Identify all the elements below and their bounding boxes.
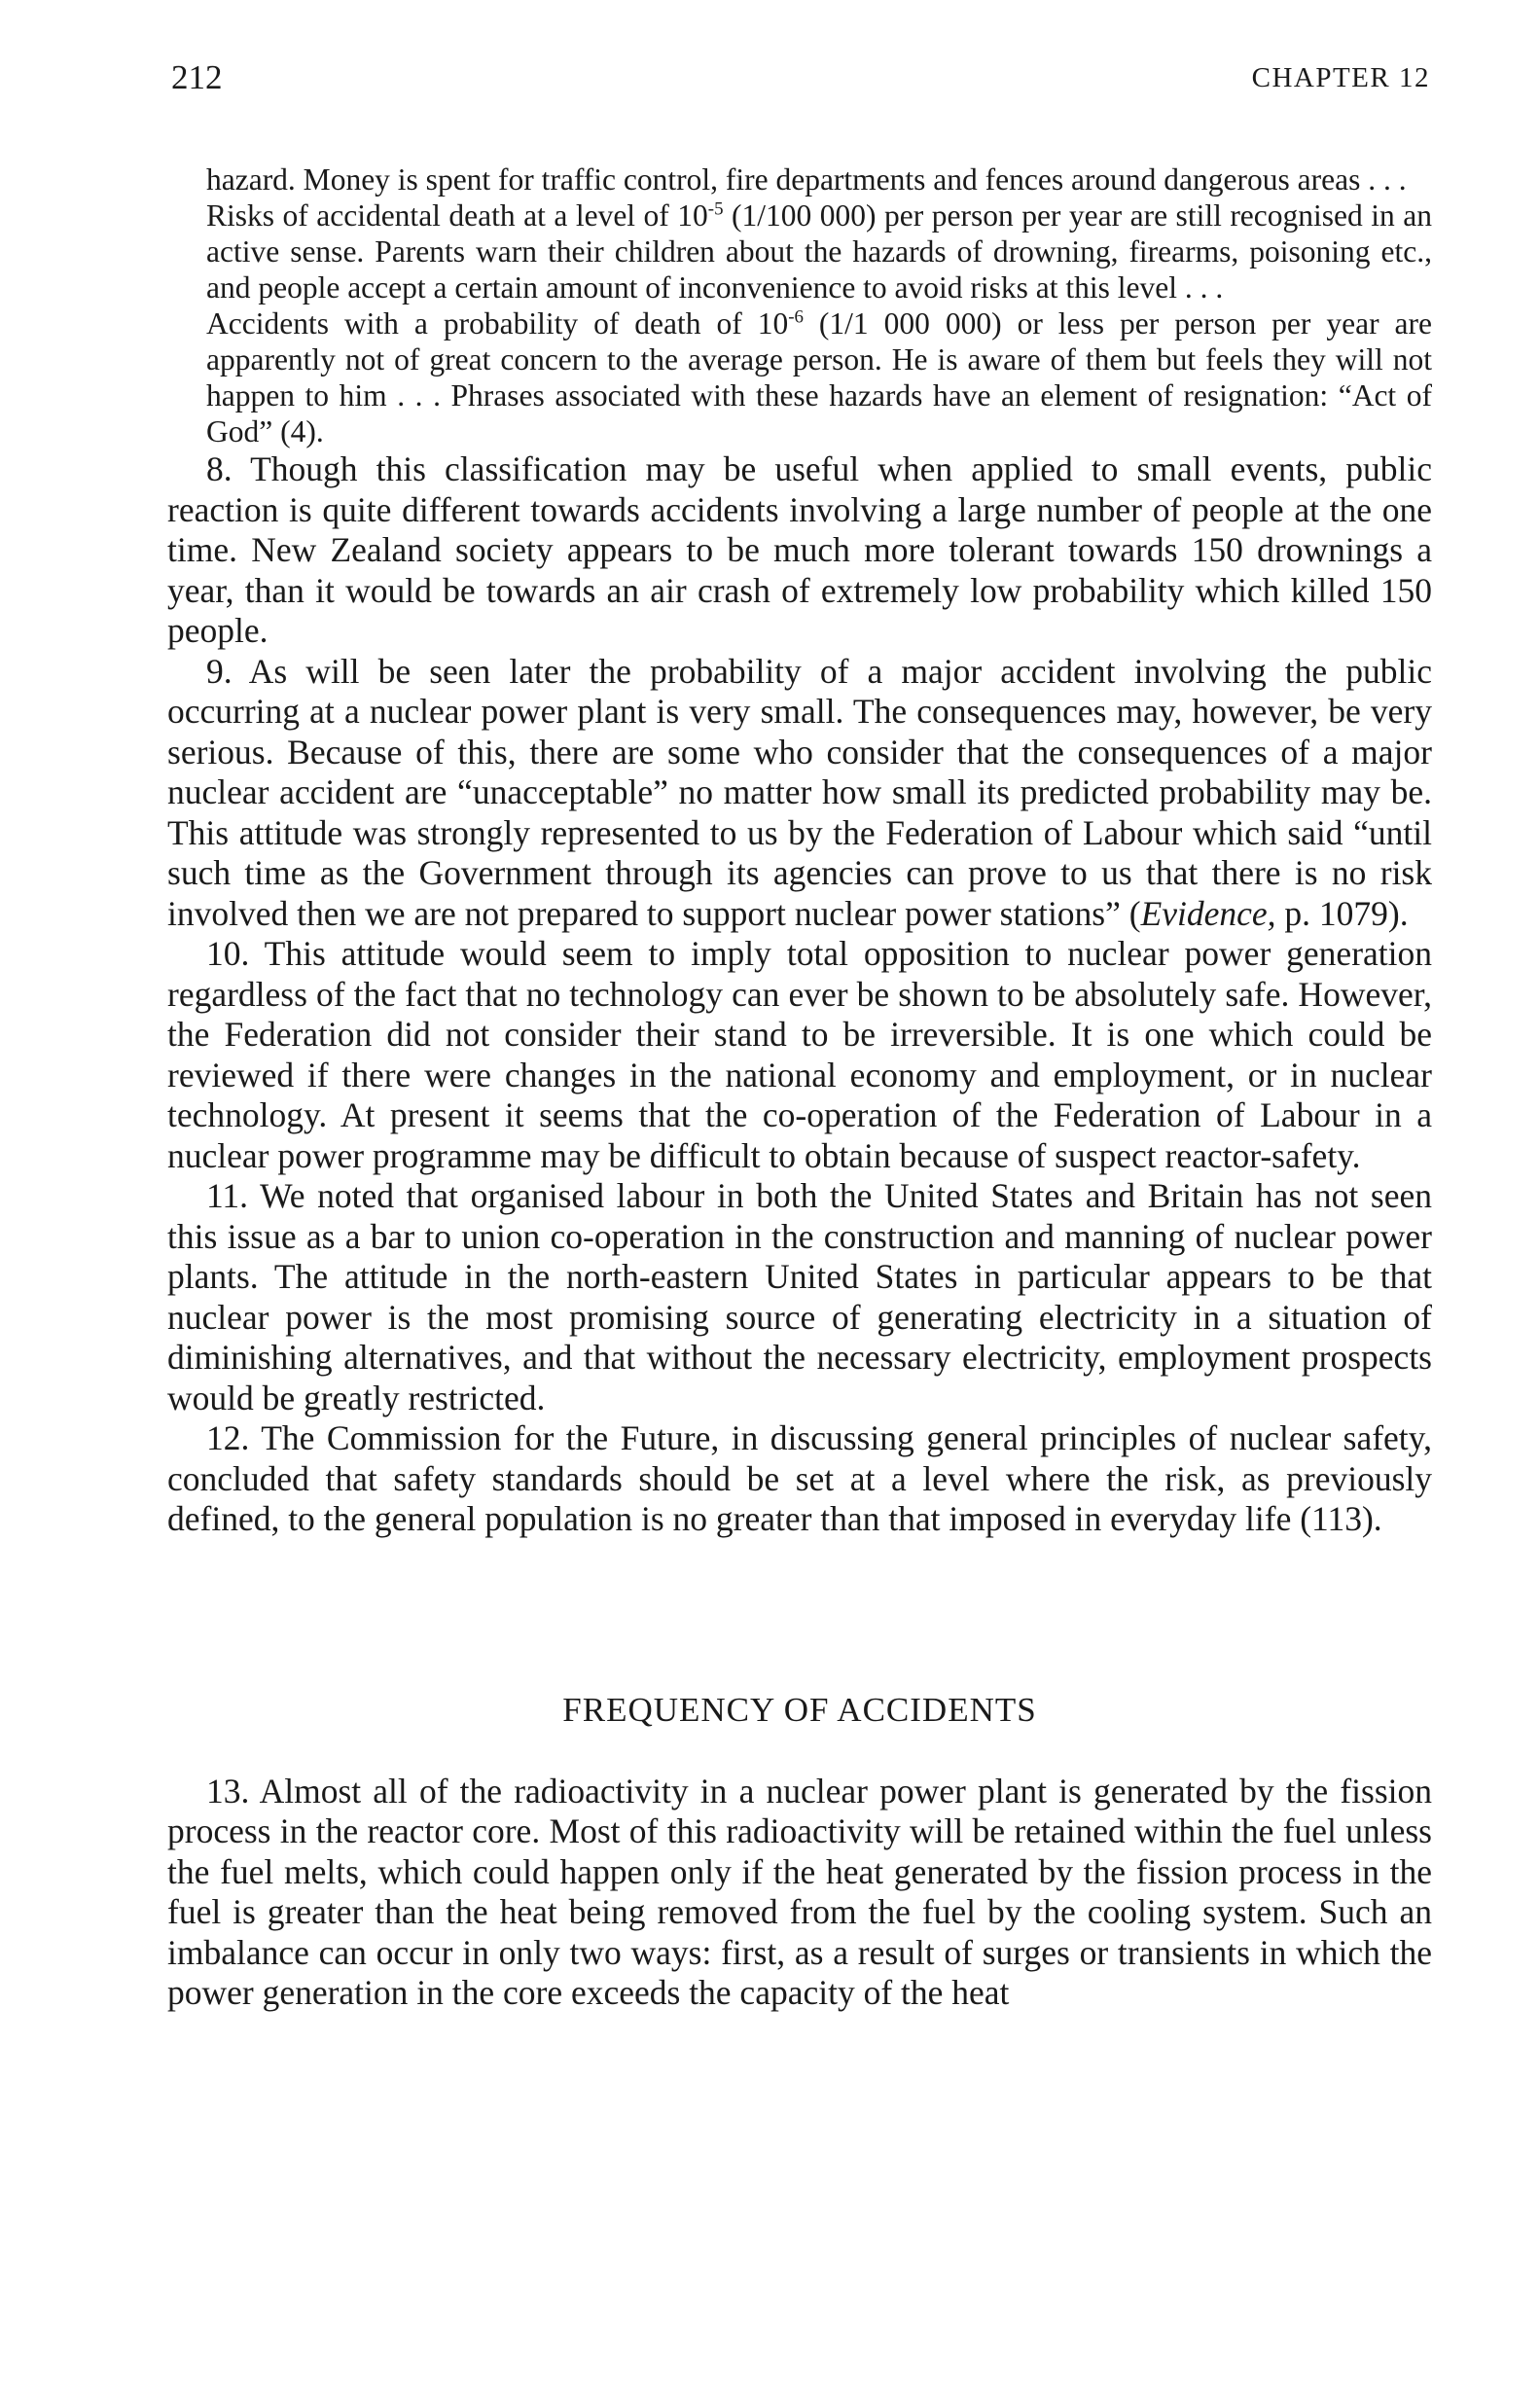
paragraph-13: 13. Almost all of the radioactivity in a nuclear power plant is generated by the fission process in the reactor core. Most of this radioactivity will be retained within the fuel unless the fuel melts, which could happen only if the heat generated by the fission process in the fuel is greater than the heat being removed from the fuel by the cooling system. Such an imbalance can occur in only two ways: first, as a result of surges or transients in which the power generation in the core exceeds the capacity of the heat: [167, 1771, 1432, 2012]
paragraph-10: 10. This attitude would seem to imply total opposition to nuclear power generation regardless of the fact that no technology can ever be shown to be absolutely safe. However, the Federation did not consider their stand to be irreversible. It is one which could be reviewed if there were changes in the national economy and employment, or in nuclear technology. At present it seems that the co-operation of the Federation of Labour in a nuclear power programme may be difficult to obtain because of suspect reactor-safety.: [167, 934, 1432, 1175]
paragraph-12: 12. The Commission for the Future, in discussing general principles of nuclear safety, concluded that safety standards should be set at a level where the risk, as previously defined, to the general population is no greater than that imposed in everyday life (113).: [167, 1418, 1432, 1538]
paragraph-9: 9. As will be seen later the probability of a major accident involving the public occurring at a nuclear power plant is very small. The consequences may, however, be very serious. Because of this, there are some who consider that the consequences of a major nuclear accident are “unacceptable” no matter how small its predicted probability may be. This attitude was strongly represented to us by the Federation of Labour which said “until such time as the Government through its agencies can prove to us that there is no risk involved then we are not prepared to support nuclear power stations” (Evidence, p. 1079).: [167, 651, 1432, 933]
section-heading: FREQUENCY OF ACCIDENTS: [562, 1690, 1037, 1729]
chapter-running-head: CHAPTER 12: [1251, 62, 1430, 93]
quote-paragraph-1: hazard. Money is spent for traffic control, fire departments and fences around dangerous areas . . .: [206, 162, 1407, 197]
evidence-citation: Evidence,: [1140, 893, 1276, 933]
quote-paragraph-2: Risks of accidental death at a level of $10^{-5}$ (1/100 000) per person per year are still recognised in an active sense. Parents warn their children about the hazards of drowning, firearms, poisoning etc., and people accept a certain amount of inconvenience to avoid risks at this level . . .: [206, 198, 1432, 305]
paragraph-11: 11. We noted that organised labour in both the United States and Britain has not seen this issue as a bar to union co-operation in the construction and manning of nuclear power plants. The attitude in the north-eastern United States in particular appears to be that nuclear power is the most promising source of generating electricity in a situation of diminishing alternatives, and that without the necessary electricity, employment prospects would be greatly restricted.: [167, 1176, 1432, 1417]
body-text: [167, 161, 1432, 2014]
block-quote: [206, 161, 1432, 449]
paragraph-8: 8. Though this classification may be useful when applied to small events, public reaction is quite different towards accidents involving a large number of people at the one time. New Zealand society appears to be much more tolerant towards 150 drownings a year, than it would be towards an air crash of extremely low probability which killed 150 people.: [167, 449, 1432, 650]
quote-paragraph-3: Accidents with a probability of death of $10^{-6}$ (1/1 000 000) or less per person per year are apparently not of great concern to the average person. He is aware of them but feels they will not happen to him . . . Phrases associated with these hazards have an element of resignation: “Act of God” (4).: [206, 306, 1433, 448]
page-header: [171, 58, 1430, 97]
page-number: 212: [171, 58, 223, 96]
